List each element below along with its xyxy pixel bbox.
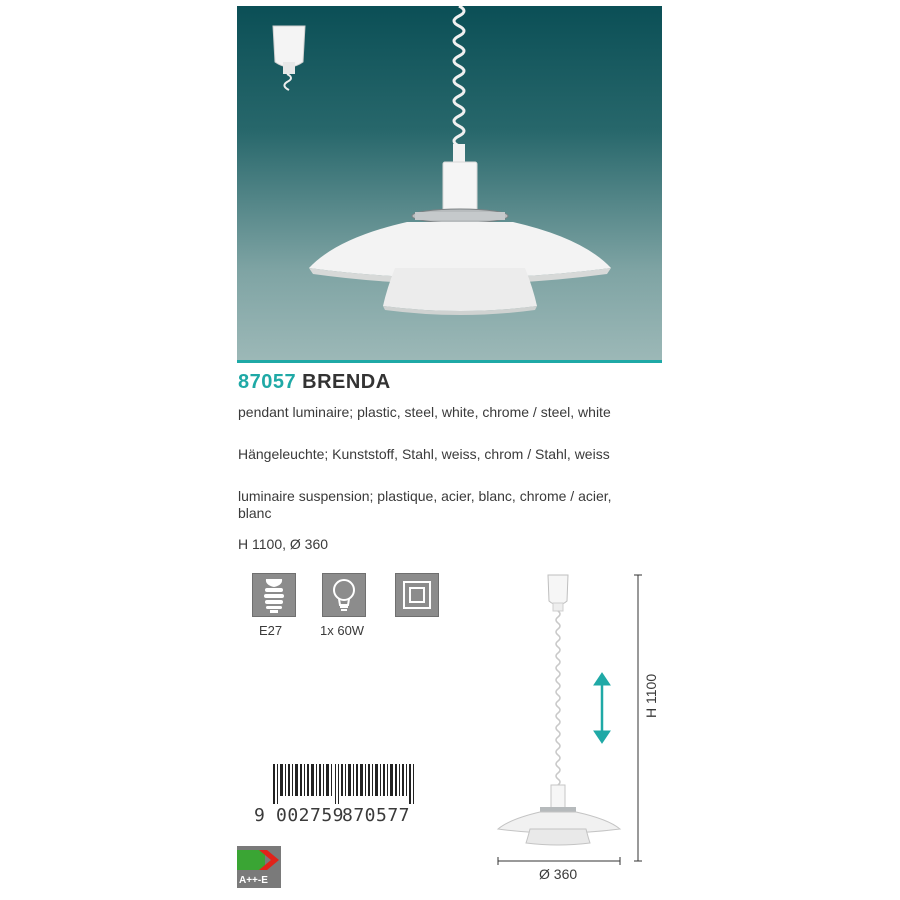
lamp-photo-illustration <box>237 6 662 360</box>
barcode <box>252 764 422 804</box>
canopy-detail <box>273 26 305 90</box>
description-french: luminaire suspension; plastique, acier, blanc, chrome / acier, blanc <box>238 488 612 521</box>
barcode-group-2: 870577 <box>342 805 411 826</box>
description-english: pendant luminaire; plastic, steel, white, chrome / steel, white <box>238 404 611 420</box>
product-title <box>238 371 391 394</box>
height-adjust-arrow-icon <box>594 673 610 743</box>
socket-label: E27 <box>259 623 283 638</box>
barcode-lead-digit: 9 <box>254 805 266 826</box>
product-code: 87057 <box>238 371 297 393</box>
dimensions-text: H 1100, Ø 360 <box>238 536 329 552</box>
accent-divider <box>237 360 662 363</box>
bulb-icon <box>322 573 366 617</box>
energy-label <box>237 846 281 888</box>
e27-socket-icon <box>252 573 296 617</box>
height-dimension-label: H 1100 <box>643 673 659 718</box>
wattage-label: 1x 60W <box>320 623 365 638</box>
coiled-cable <box>454 6 464 146</box>
barcode-group-1: 002759 <box>276 805 345 826</box>
technical-drawing <box>490 565 650 865</box>
description-german: Hängeleuchte; Kunststoff, Stahl, weiss, chrom / Stahl, weiss <box>238 446 610 462</box>
product-name: BRENDA <box>302 371 391 393</box>
product-photo <box>237 6 662 360</box>
energy-arrow-icon <box>237 850 281 876</box>
diameter-dimension-label: Ø 360 <box>539 866 578 882</box>
energy-class-text: A++-E <box>239 875 268 886</box>
protection-class-icon <box>395 573 439 617</box>
